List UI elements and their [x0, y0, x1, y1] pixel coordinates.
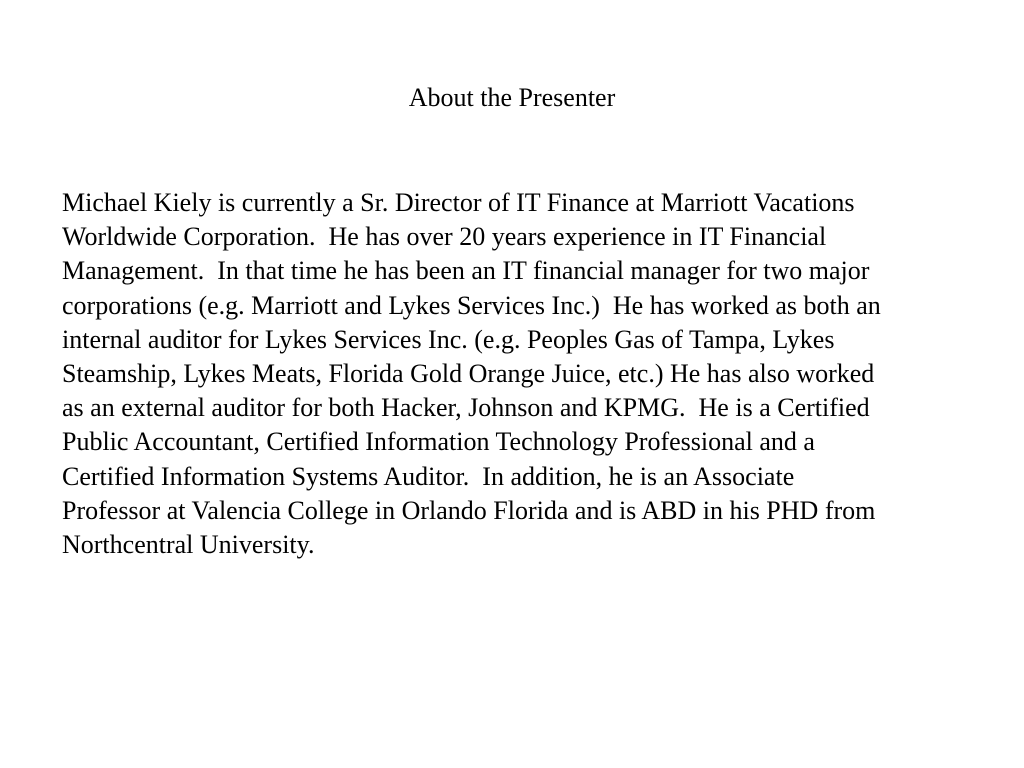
- bio-line: Public Accountant, Certified Information Technology Professional and a: [62, 427, 815, 457]
- bio-line: Professor at Valencia College in Orlando Florida and is ABD in his PHD from: [62, 495, 876, 525]
- bio-line: Certified Information Systems Auditor. In addition, he is an Associate: [62, 461, 795, 491]
- bio-line: Worldwide Corporation. He has over 20 years experience in IT Financial: [62, 222, 827, 252]
- slide-title: About the Presenter: [408, 83, 616, 112]
- bio-line: Michael Kiely is currently a Sr. Director of IT Finance at Marriott Vacations: [62, 188, 855, 217]
- bio-line: Steamship, Lykes Meats, Florida Gold Orange Juice, etc.) He has also worked: [62, 359, 875, 389]
- bio-line: internal auditor for Lykes Services Inc. (e.g. Peoples Gas of Tampa, Lykes: [62, 324, 835, 354]
- bio-line: corporations (e.g. Marriott and Lykes Services Inc.) He has worked as both an: [62, 290, 881, 320]
- presenter-bio: [62, 186, 1002, 562]
- bio-line: as an external auditor for both Hacker, Johnson and KPMG. He is a Certified: [62, 393, 870, 423]
- bio-line: Northcentral University.: [62, 530, 315, 560]
- bio-line: Management. In that time he has been an IT financial manager for two major: [62, 256, 870, 286]
